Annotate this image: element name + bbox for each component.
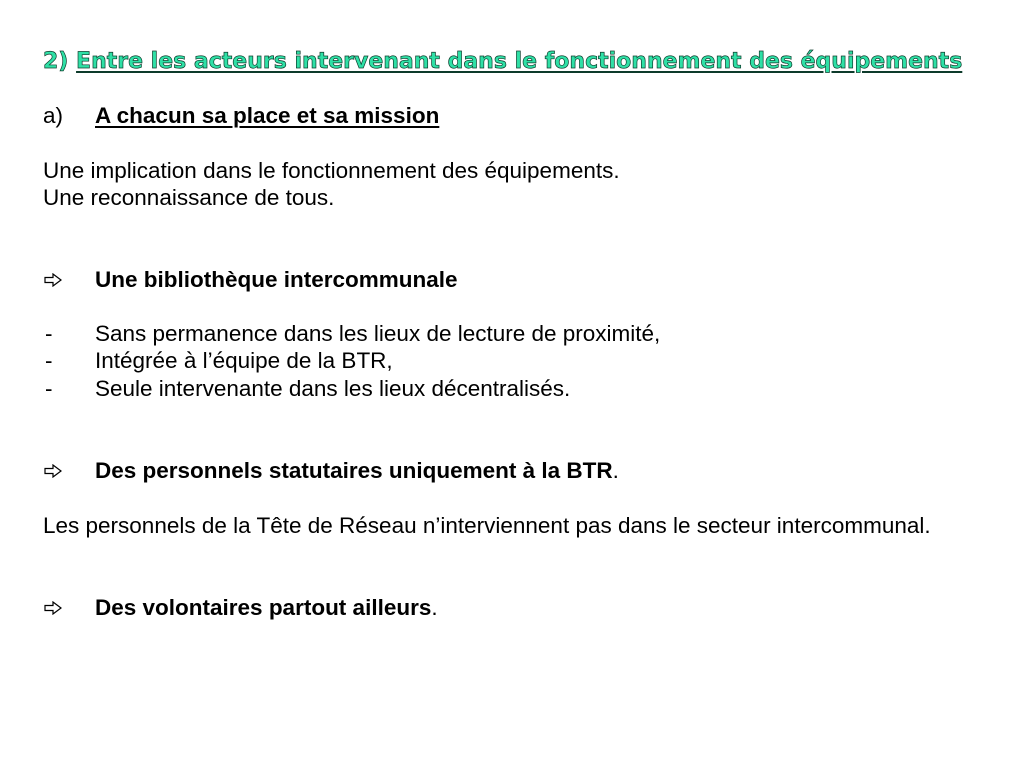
bullet-marker: - bbox=[45, 376, 53, 401]
note-text: Les personnels de la Tête de Réseau n’interviennent pas dans le secteur intercommunal. bbox=[43, 513, 931, 538]
point-heading bbox=[0, 457, 1024, 485]
bullet-marker: - bbox=[45, 348, 53, 373]
list-item bbox=[0, 375, 1024, 403]
point-note bbox=[0, 512, 1024, 540]
subsection-heading bbox=[0, 102, 1024, 130]
point-title: Des volontaires partout ailleurs bbox=[95, 595, 432, 620]
point-line bbox=[95, 594, 438, 622]
intro-line bbox=[0, 184, 1024, 212]
section-number: 2) bbox=[43, 49, 69, 74]
subsection-title: A chacun sa place et sa mission bbox=[95, 103, 440, 128]
bullet-marker: - bbox=[45, 321, 53, 346]
bullet-text: Intégrée à l’équipe de la BTR, bbox=[95, 348, 393, 373]
arrow-right-icon bbox=[44, 601, 62, 615]
point-line bbox=[95, 457, 619, 485]
list-item bbox=[0, 320, 1024, 348]
point-title: Des personnels statutaires uniquement à la BTR bbox=[95, 458, 613, 483]
list-item bbox=[0, 347, 1024, 375]
intro-text: Une reconnaissance de tous. bbox=[43, 185, 335, 210]
point-title: Une bibliothèque intercommunale bbox=[95, 267, 458, 292]
intro-text: Une implication dans le fonctionnement des équipements. bbox=[43, 158, 620, 183]
point-suffix: . bbox=[612, 458, 619, 483]
arrow-right-icon bbox=[44, 464, 62, 478]
section-title: Entre les acteurs intervenant dans le fonctionnement des équipements bbox=[76, 49, 963, 74]
point-suffix: . bbox=[431, 595, 438, 620]
subsection-marker: a) bbox=[43, 103, 64, 128]
intro-line bbox=[0, 157, 1024, 185]
point-heading bbox=[0, 594, 1024, 622]
section-heading bbox=[43, 48, 962, 76]
arrow-right-icon bbox=[44, 273, 62, 287]
bullet-text: Seule intervenante dans les lieux décentralisés. bbox=[95, 376, 571, 401]
point-heading bbox=[0, 266, 1024, 294]
bullet-text: Sans permanence dans les lieux de lecture de proximité, bbox=[95, 321, 661, 346]
